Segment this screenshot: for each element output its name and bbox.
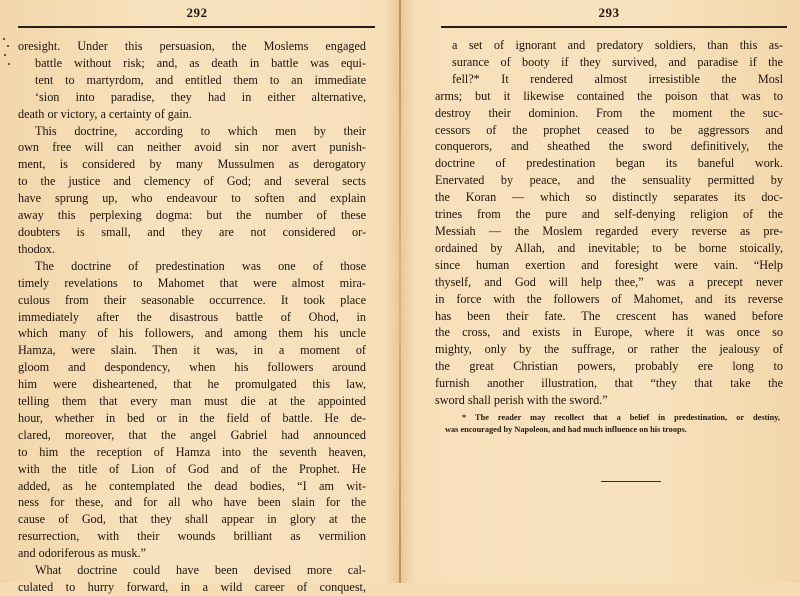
page-number: 292: [186, 5, 208, 20]
text-line: destroy their dominion. From the moment the suc-: [435, 105, 783, 120]
text-line: which many of his followers, and among them his uncle: [18, 326, 366, 341]
text-line: to him the reception of Hamza into the seventh heaven,: [18, 444, 366, 459]
footnote: [445, 412, 780, 436]
text-line: telling them that every man must die at the appointed: [18, 394, 366, 409]
footnote-line: was encouraged by Napoleon, and had much influence on his troops.: [445, 425, 687, 435]
text-line: Hamza, were slain. Then it was, in a moment of: [18, 343, 366, 358]
text-line: ‘sion into paradise, they had in either alternative,: [35, 89, 366, 104]
page-specks: [2, 36, 12, 76]
text-line: with the title of Lion of God and of the Prophet. He: [18, 461, 366, 476]
text-line: has been their fate. The crescent has waned before: [435, 308, 783, 323]
text-line: mighty, only by the suffrage, or rather the jealousy of: [435, 342, 783, 357]
text-line: ment, is considered by many Mussulmen as derogatory: [18, 157, 366, 172]
text-line: tent to martyrdom, and entitled them to an immediate: [35, 72, 366, 87]
header-rule: [18, 26, 375, 28]
text-line: ordained by Allah, and inevitable; to be borne stoically,: [435, 240, 783, 255]
text-line: oresight. Under this persuasion, the Moslems engaged: [18, 39, 366, 53]
page-body: [18, 38, 366, 596]
text-line: have sprung up, who endeavour to soften and explain: [18, 191, 366, 206]
text-line: Enervated by peace, and the sensuality permitted by: [435, 173, 783, 188]
text-line: thodox.: [18, 241, 55, 256]
header-rule: [441, 26, 787, 28]
text-line: cessors of the prophet ceased to be aggressors and: [435, 122, 783, 137]
text-line: ness for these, and for all who have been slain for the: [18, 495, 366, 510]
text-line: timely revelations to Mahomet that were almost mira-: [18, 275, 366, 290]
text-line: What doctrine could have been devised more cal-: [35, 563, 366, 578]
text-line: furnish another illustration, that “they that take the: [435, 376, 783, 391]
text-line: own free will can neither avoid sin nor avert punish-: [18, 140, 366, 155]
text-line: battle without risk; and, as death in battle was equi-: [35, 55, 366, 70]
text-line: the Koran — which so distinctly separates its doc-: [435, 190, 783, 205]
text-line: in force with the followers of Mahomet, and its reverse: [435, 291, 783, 306]
text-line: surance of booty if they survived, and paradise if the: [452, 54, 783, 69]
right-page: [435, 0, 783, 583]
text-line: hour, whether in bed or in the field of battle. He de-: [18, 410, 366, 425]
text-line: immediately after the disastrous battle of Ohod, in: [18, 309, 366, 324]
text-line: since human exertion and foresight were vain. “Help: [435, 257, 783, 272]
left-page: [18, 0, 366, 594]
text-line: away this perplexing dogma: but the number of these: [18, 208, 366, 223]
page-number: 293: [598, 5, 620, 20]
section-end-rule: [601, 481, 661, 482]
text-line: gloom and despondency, when his followers around: [18, 360, 366, 375]
text-line: and odoriferous as musk.”: [18, 546, 146, 561]
book-gutter: [399, 0, 401, 583]
text-line: to the justice and clemency of God; and several sects: [18, 174, 366, 189]
text-line: a set of ignorant and predatory soldiers, than this as-: [452, 38, 783, 52]
page-body: [435, 37, 783, 409]
text-line: The doctrine of predestination was one of those: [35, 258, 366, 273]
text-line: fell?* It rendered almost irresistible the Mosl: [452, 71, 783, 86]
text-line: the cross, and exists in Europe, where it was once so: [435, 325, 783, 340]
text-line: doubters is small, and they are not considered or-: [18, 224, 366, 239]
text-line: the great Christian powers, probably ere long to: [435, 359, 783, 374]
text-line: culous from their seasonable occurrence. It took place: [18, 292, 366, 307]
text-line: him were disheartened, that he promulgated this law,: [18, 377, 366, 392]
text-line: clared, moreover, that the angel Gabriel had announced: [18, 427, 366, 442]
text-line: sword shall perish with the sword.”: [435, 393, 608, 408]
text-line: added, as he contemplated the dead bodies, “I am wit-: [18, 478, 366, 493]
text-line: thyself, and God will help thee,” was a precept never: [435, 274, 783, 289]
text-line: trines from the pure and self-denying religion of the: [435, 207, 783, 222]
text-line: doctrine of predestination began its baneful work.: [435, 156, 783, 171]
text-line: conquerors, and sheathed the sword definitively, the: [435, 139, 783, 154]
text-line: death or victory, a certainty of gain.: [18, 106, 192, 121]
text-line: culated to hurry forward, in a wild career of conquest,: [18, 580, 366, 594]
text-line: Messiah — the Moslem regarded every reverse as pre-: [435, 223, 783, 238]
text-line: This doctrine, according to which men by their: [35, 123, 366, 138]
text-line: arms; but it likewise contained the poison that was to: [435, 88, 783, 103]
text-line: cause of God, that they shall appear in glory at the: [18, 512, 366, 527]
footnote-line: * The reader may recollect that a belief in predestination, or destiny,: [462, 413, 780, 422]
text-line: resurrection, with their wounds brilliant as vermilion: [18, 529, 366, 544]
